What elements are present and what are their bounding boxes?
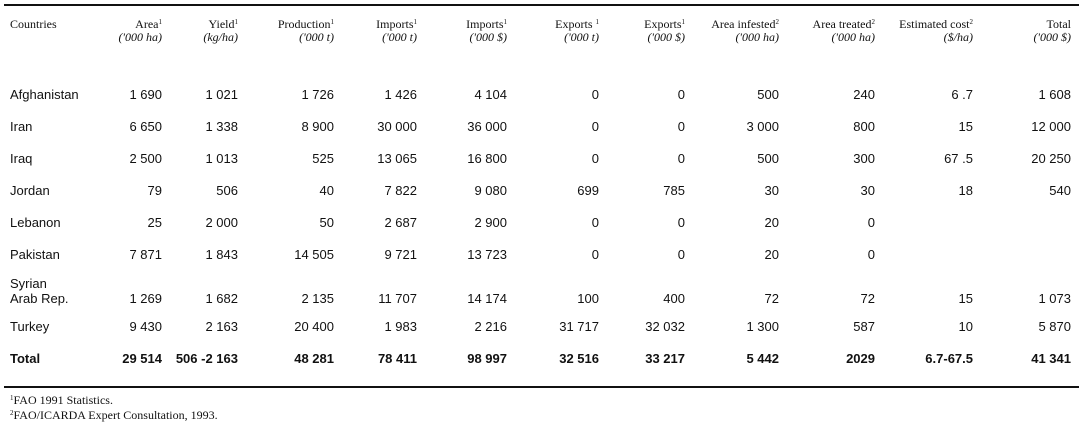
column-header-unit: ('000 $)	[1033, 30, 1071, 44]
value-cell: 699	[577, 182, 599, 198]
value-cell: 30	[860, 182, 875, 198]
column-header-10	[883, 12, 981, 78]
value-cell: 4 104	[474, 86, 507, 102]
column-header-11	[981, 12, 1079, 78]
column-header-7	[607, 12, 693, 78]
value-cell: 6.7-67.5	[925, 350, 973, 366]
value-cell: 15	[958, 291, 973, 306]
country-cell: Afghanistan	[10, 86, 79, 102]
column-header-label: Area treated	[812, 17, 872, 31]
value-cell: 0	[677, 214, 685, 230]
value-cell: 800	[853, 118, 875, 134]
value-cell: 14 174	[467, 291, 507, 306]
value-cell: 1 983	[384, 318, 417, 334]
country-cell: Pakistan	[10, 246, 60, 262]
column-header-6	[515, 12, 607, 78]
value-cell: 20	[764, 214, 779, 230]
column-header-1	[98, 12, 170, 78]
value-cell: 400	[663, 291, 685, 306]
value-cell: 1 690	[129, 86, 162, 102]
value-cell: 33 217	[645, 350, 685, 366]
table-row	[4, 270, 1079, 310]
value-cell: 40	[319, 182, 334, 198]
value-cell: 587	[853, 318, 875, 334]
value-cell: 0	[591, 118, 599, 134]
value-cell: 506 -2 163	[175, 350, 238, 366]
country-cell: Turkey	[10, 318, 50, 334]
value-cell: 0	[677, 86, 685, 102]
value-cell: 1 338	[205, 118, 238, 134]
value-cell: 500	[757, 150, 779, 166]
value-cell: 506	[216, 182, 238, 198]
column-header-unit: ('000 $)	[647, 30, 685, 44]
value-cell: 8 900	[301, 118, 334, 134]
column-header-3	[246, 12, 342, 78]
value-cell: 2 900	[474, 214, 507, 230]
value-cell: 1 013	[205, 150, 238, 166]
value-cell: 0	[591, 86, 599, 102]
table-row	[4, 206, 1079, 238]
value-cell: 20 400	[294, 318, 334, 334]
value-cell: 100	[577, 291, 599, 306]
value-cell: 48 281	[294, 350, 334, 366]
value-cell: 7 871	[129, 246, 162, 262]
column-header-label: Imports	[466, 17, 504, 31]
column-header-label: Area	[135, 17, 159, 31]
column-header-unit: ('000 ha)	[735, 30, 779, 44]
footnote-marker: 1	[234, 18, 238, 26]
value-cell: 1 269	[129, 291, 162, 306]
value-cell: 1 726	[301, 86, 334, 102]
statistics-table	[4, 12, 1079, 374]
value-cell: 0	[867, 214, 875, 230]
top-rule	[4, 4, 1079, 6]
value-cell: 13 065	[377, 150, 417, 166]
value-cell: 30	[764, 182, 779, 198]
value-cell: 15	[958, 118, 973, 134]
value-cell: 1 021	[205, 86, 238, 102]
footnote-marker: 2	[775, 18, 779, 26]
value-cell: 300	[853, 150, 875, 166]
bottom-rule	[4, 386, 1079, 388]
column-header-label: Exports	[555, 17, 596, 31]
value-cell: 1 073	[1038, 291, 1071, 306]
column-header-unit: ('000 $)	[469, 30, 507, 44]
value-cell	[883, 206, 981, 238]
column-header-unit: ('000 t)	[382, 30, 417, 44]
table-row	[4, 110, 1079, 142]
value-cell: 0	[867, 246, 875, 262]
value-cell: 12 000	[1031, 118, 1071, 134]
value-cell: 78 411	[377, 350, 417, 366]
value-cell: 2029	[846, 350, 875, 366]
footnote-marker: 1	[681, 18, 685, 26]
value-cell: 0	[591, 150, 599, 166]
footnote-2: $^2$FAO/ICARDA Expert Consultation, 1993.	[10, 408, 218, 422]
value-cell: 9 080	[474, 182, 507, 198]
column-header-0	[4, 12, 98, 78]
value-cell: 1 682	[205, 291, 238, 306]
value-cell: 2 163	[205, 318, 238, 334]
value-cell: 32 516	[559, 350, 599, 366]
value-cell: 0	[677, 246, 685, 262]
table-row	[4, 238, 1079, 270]
value-cell: 1 608	[1038, 86, 1071, 102]
value-cell: 2 000	[205, 214, 238, 230]
column-header-unit: ('000 t)	[564, 30, 599, 44]
value-cell: 9 430	[129, 318, 162, 334]
column-header-9	[787, 12, 883, 78]
value-cell: 14 505	[294, 246, 334, 262]
value-cell: 31 717	[559, 318, 599, 334]
value-cell: 3 000	[746, 118, 779, 134]
value-cell: 11 707	[378, 291, 417, 306]
column-header-label: Imports	[376, 17, 414, 31]
column-header-unit: ($/ha)	[943, 30, 973, 44]
column-header-label: Exports	[644, 17, 682, 31]
country-cell: Iraq	[10, 150, 33, 166]
country-cell: Total	[10, 350, 41, 366]
value-cell: 2 216	[474, 318, 507, 334]
table-body	[4, 78, 1079, 374]
footnote-marker: 1	[503, 18, 507, 26]
column-header-unit: ('000 ha)	[118, 30, 162, 44]
column-header-unit: (kg/ha)	[203, 30, 238, 44]
value-cell: 72	[860, 291, 875, 306]
value-cell: 30 000	[377, 118, 417, 134]
footnote-marker: 1	[330, 18, 334, 26]
value-cell: 2 135	[301, 291, 334, 306]
value-cell: 20 250	[1031, 150, 1071, 166]
value-cell: 29 514	[122, 350, 162, 366]
column-header-label: Yield	[208, 17, 235, 31]
value-cell: 41 341	[1031, 350, 1071, 366]
column-header-label: Total	[1046, 17, 1071, 31]
value-cell: 540	[1049, 182, 1071, 198]
country-cell: Syrian Arab Rep.	[10, 276, 69, 306]
column-header-4	[342, 12, 425, 78]
value-cell: 25	[147, 214, 162, 230]
value-cell: 2 500	[129, 150, 162, 166]
value-cell: 5 870	[1038, 318, 1071, 334]
country-cell: Jordan	[10, 182, 50, 198]
column-header-5	[425, 12, 515, 78]
footnote-marker: 2	[969, 18, 973, 26]
value-cell: 7 822	[384, 182, 417, 198]
header-row	[4, 12, 1079, 78]
column-header-unit: ('000 t)	[299, 30, 334, 44]
value-cell	[981, 238, 1079, 270]
country-cell: Iran	[10, 118, 33, 134]
footnote-marker: 1	[158, 18, 162, 26]
value-cell	[883, 238, 981, 270]
column-header-unit: ('000 ha)	[831, 30, 875, 44]
value-cell: 32 032	[645, 318, 685, 334]
footnote-marker: 2	[871, 18, 875, 26]
country-cell: Lebanon	[10, 214, 61, 230]
column-header-2	[170, 12, 246, 78]
value-cell: 2 687	[384, 214, 417, 230]
value-cell: 525	[312, 150, 334, 166]
value-cell: 72	[764, 291, 779, 306]
total-row	[4, 342, 1079, 374]
table-row	[4, 142, 1079, 174]
value-cell: 13 723	[467, 246, 507, 262]
value-cell: 0	[677, 118, 685, 134]
column-header-label: Production	[277, 17, 331, 31]
column-header-label: Area infested	[711, 17, 776, 31]
footnote-marker: 1	[413, 18, 417, 26]
value-cell: 10	[958, 318, 973, 334]
footnote-1: $^1$FAO 1991 Statistics.	[10, 393, 113, 407]
value-cell: 67 .5	[944, 150, 973, 166]
value-cell: 16 800	[467, 150, 507, 166]
column-header-label: Countries	[10, 17, 57, 31]
value-cell: 79	[147, 182, 162, 198]
footnote-marker: 1	[595, 18, 599, 26]
value-cell: 500	[757, 86, 779, 102]
value-cell: 1 843	[205, 246, 238, 262]
value-cell: 98 997	[467, 350, 507, 366]
value-cell: 1 426	[384, 86, 417, 102]
value-cell: 785	[663, 182, 685, 198]
value-cell: 18	[958, 182, 973, 198]
value-cell	[981, 206, 1079, 238]
column-header-label: Estimated cost	[899, 17, 970, 31]
value-cell: 36 000	[467, 118, 507, 134]
table-row	[4, 78, 1079, 110]
value-cell: 9 721	[384, 246, 417, 262]
value-cell: 0	[677, 150, 685, 166]
value-cell: 6 .7	[951, 86, 973, 102]
column-header-8	[693, 12, 787, 78]
value-cell: 50	[319, 214, 334, 230]
value-cell: 0	[591, 246, 599, 262]
table-row	[4, 310, 1079, 342]
value-cell: 20	[764, 246, 779, 262]
value-cell: 1 300	[746, 318, 779, 334]
value-cell: 240	[853, 86, 875, 102]
value-cell: 0	[591, 214, 599, 230]
table-row	[4, 174, 1079, 206]
value-cell: 5 442	[746, 350, 779, 366]
value-cell: 6 650	[129, 118, 162, 134]
